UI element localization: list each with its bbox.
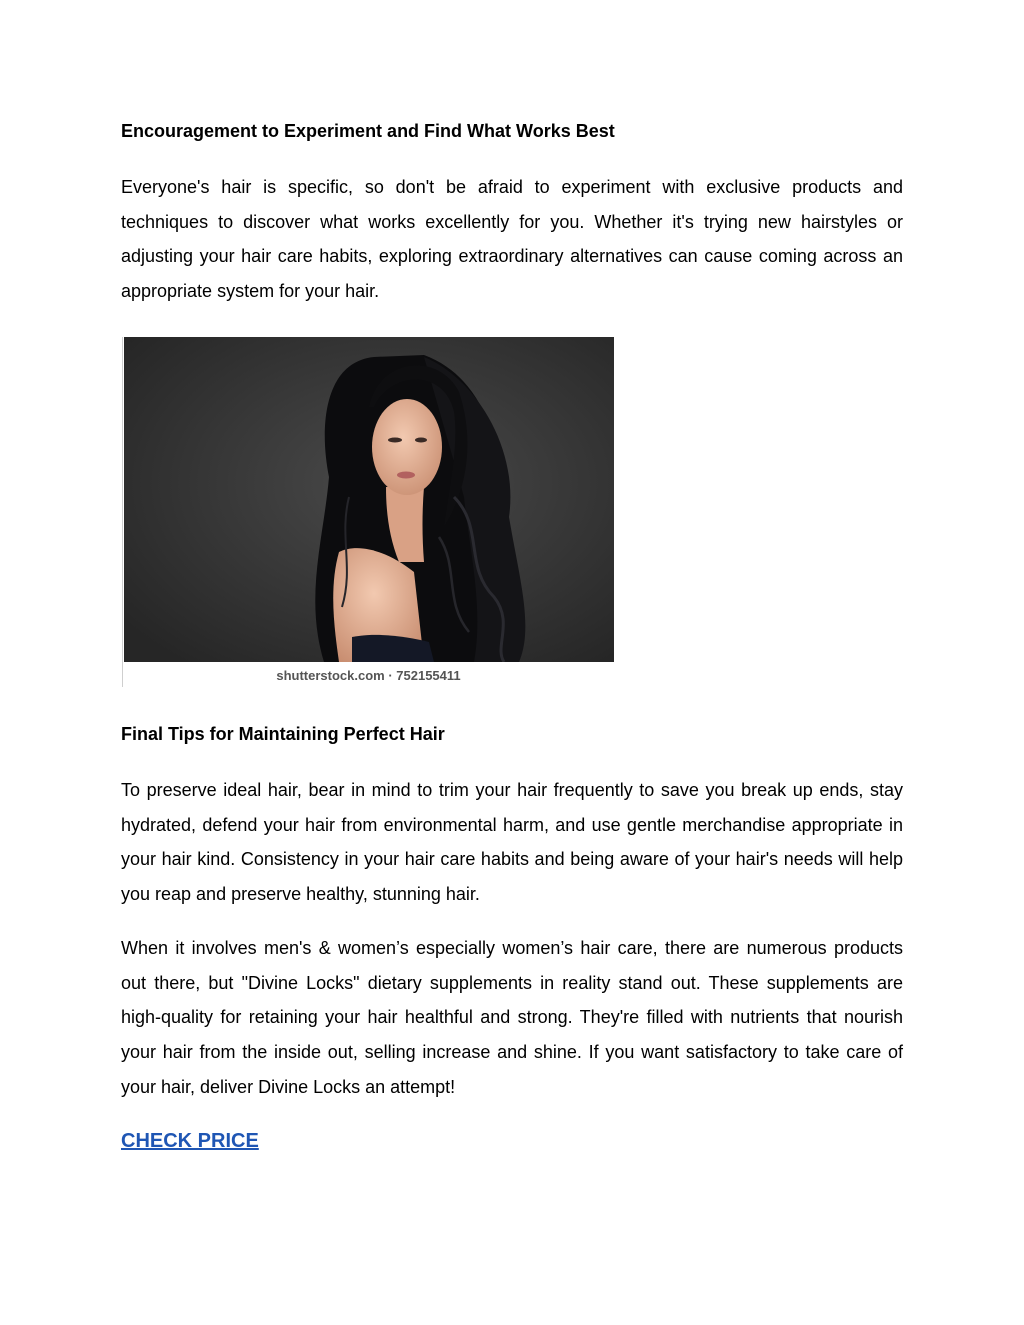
paragraph-final-tips: To preserve ideal hair, bear in mind to trim your hair frequently to save you break up ends, stay hydrated, defend your hair from environmental harm, and use gentle merchandise appropriate in your hair kind. Consistency in your hair care habits and being aware of your hair's needs will help you reap and preserve healthy, stunning hair. xyxy=(121,780,903,905)
paragraph-divine-locks: When it involves men's & women’s especially women’s hair care, there are numerous products out there, but "Divine Locks" dietary supplements in reality stand out. These supplements are high-quality for retaining your hair healthful and strong. They're filled with nutrients that nourish your hair from the inside out, selling increase and shine. If you want satisfactory to take care of your hair, deliver Divine Locks an attempt! xyxy=(121,938,903,1097)
section-heading-experiment: Encouragement to Experiment and Find What Works Best xyxy=(121,121,615,141)
hair-model-photo xyxy=(122,337,614,687)
paragraph-experiment: Everyone's hair is specific, so don't be afraid to experiment with exclusive products and techniques to discover what works excellently for you. Whether it's trying new hairstyles or adjusting your hair care habits, exploring extraordinary alternatives can cause coming across an appropriate system for your hair. xyxy=(121,177,903,302)
image-watermark: shutterstock.com · 752155411 xyxy=(276,668,461,683)
section-heading-final-tips: Final Tips for Maintaining Perfect Hair xyxy=(121,724,445,744)
check-price-link[interactable]: CHECK PRICE xyxy=(121,1130,259,1152)
photo-image xyxy=(124,337,614,662)
